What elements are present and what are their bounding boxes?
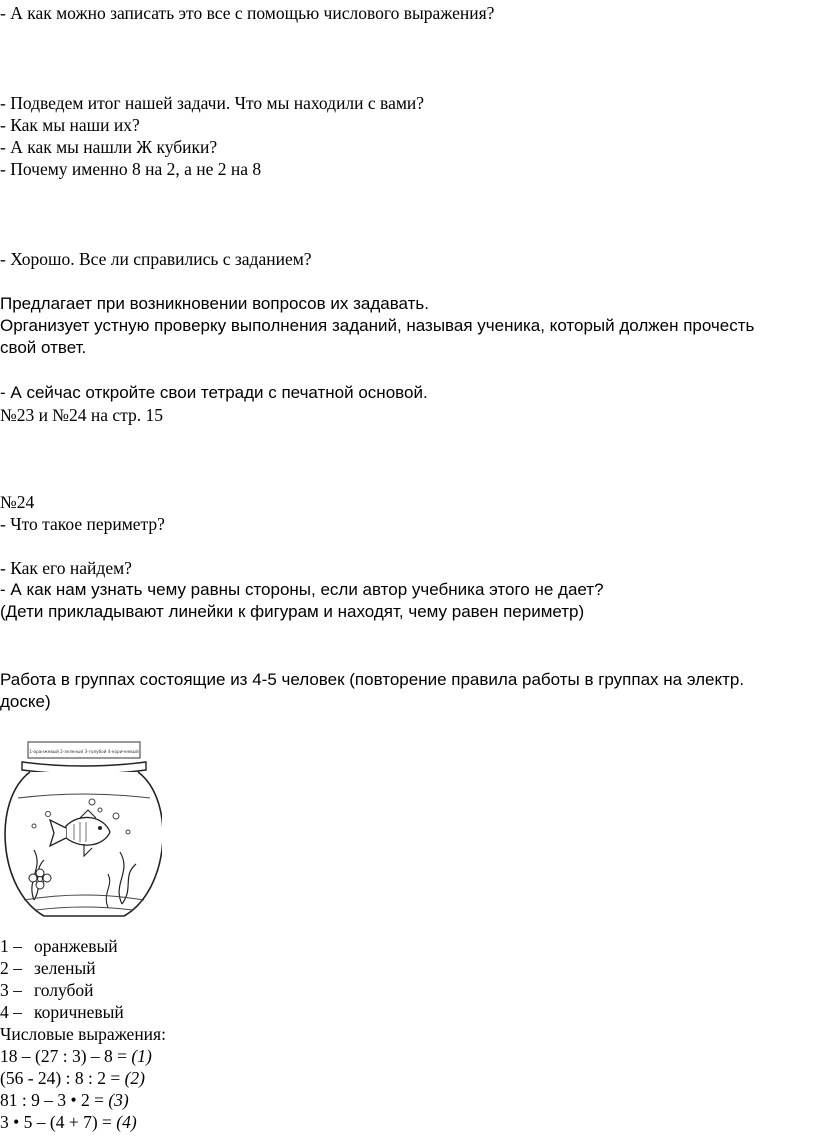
text-line: - Что такое периметр? bbox=[0, 514, 165, 534]
text-line: - А как нам узнать чему равны стороны, если автор учебника этого не дает? bbox=[0, 580, 604, 599]
svg-text:1-оранжевый 2-зеленый 3-голубо: 1-оранжевый 2-зеленый 3-голубой 4-коричневый bbox=[29, 749, 139, 754]
legend-item: 4 – коричневый bbox=[0, 1002, 124, 1022]
task-number: №24 bbox=[0, 492, 35, 512]
text-line: - А сейчас откройте свои тетради с печатной основой. bbox=[0, 383, 428, 402]
aquarium-fish-picture bbox=[4, 740, 162, 925]
text-line: Организует устную проверку выполнения заданий, называя ученика, который должен прочесть bbox=[0, 316, 755, 335]
text-line: свой ответ. bbox=[0, 338, 87, 357]
text-line: - Хорошо. Все ли справились с заданием? bbox=[0, 249, 312, 269]
expression-line: (56 - 24) : 8 : 2 = (2) bbox=[0, 1068, 145, 1088]
expression-line: 81 : 9 – 3 • 2 = (3) bbox=[0, 1090, 129, 1110]
legend-item: 1 – оранжевый bbox=[0, 936, 118, 956]
expression-line: 18 – (27 : 3) – 8 = (1) bbox=[0, 1046, 152, 1066]
legend-item: 2 – зеленый bbox=[0, 958, 96, 978]
expressions-title: Числовые выражения: bbox=[0, 1024, 166, 1044]
expression-line: 3 • 5 – (4 + 7) = (4) bbox=[0, 1112, 137, 1132]
text-line: - Подведем итог нашей задачи. Что мы находили с вами? bbox=[0, 93, 425, 113]
text-line: (Дети прикладывают линейки к фигурам и находят, чему равен периметр) bbox=[0, 602, 585, 621]
text-line: - Как мы наши их? bbox=[0, 115, 140, 135]
text-line: - А как можно записать это все с помощью числового выражения? bbox=[0, 3, 495, 23]
aquarium-drawing bbox=[4, 740, 162, 925]
legend-item: 3 – голубой bbox=[0, 980, 94, 1000]
text-line: - Как его найдем? bbox=[0, 558, 132, 578]
text-line: Работа в группах состоящие из 4-5 человек (повторение правила работы в группах на электр. bbox=[0, 670, 745, 689]
text-line: доске) bbox=[0, 692, 51, 711]
text-line: №23 и №24 на стр. 15 bbox=[0, 405, 164, 425]
text-line: - Почему именно 8 на 2, а не 2 на 8 bbox=[0, 159, 262, 179]
text-line: - А как мы нашли Ж кубики? bbox=[0, 137, 218, 157]
text-line: Предлагает при возникновении вопросов их задавать. bbox=[0, 294, 430, 313]
